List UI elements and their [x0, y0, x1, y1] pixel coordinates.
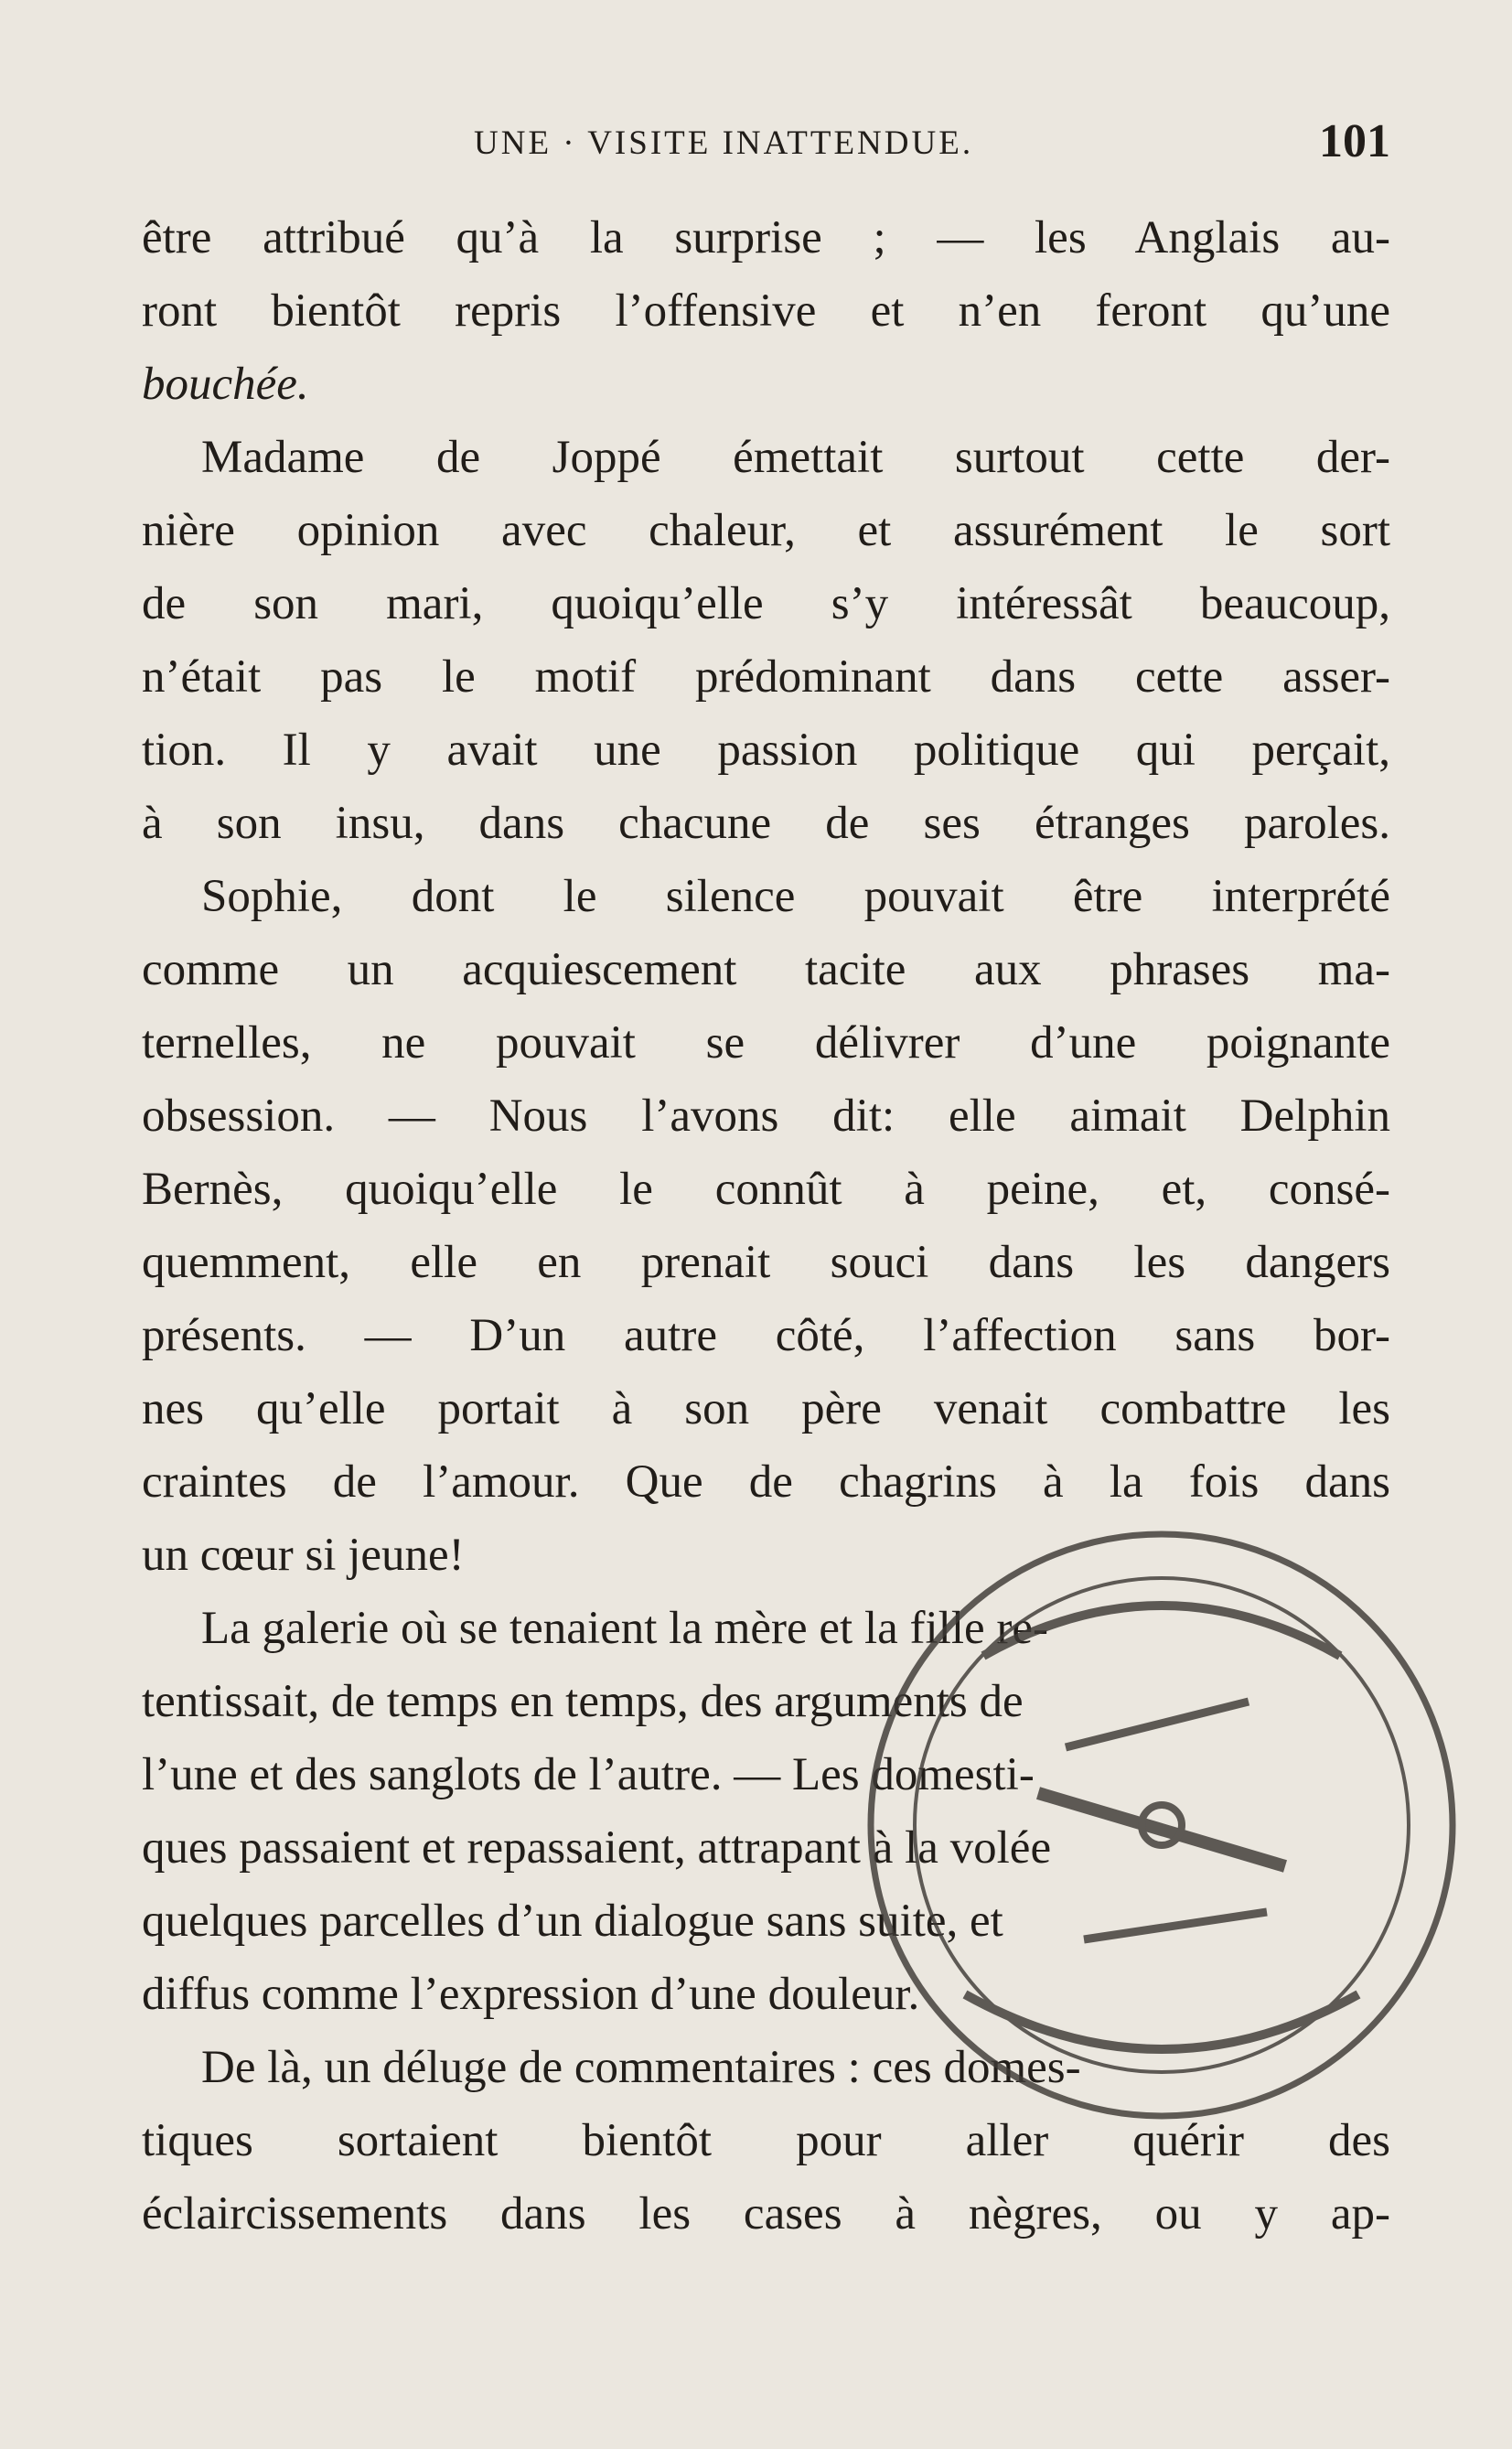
text-line: comme un acquiescement tacite aux phrases ma-	[142, 944, 1390, 995]
text-line: diffus comme l’expression d’une douleur.	[142, 1969, 920, 2020]
text-line: La galerie où se tenaient la mère et la fille re-	[201, 1603, 1048, 1654]
text-line: tiques sortaient bientôt pour aller quérir des	[142, 2115, 1390, 2166]
text-line: quelques parcelles d’un dialogue sans suite, et	[142, 1896, 1003, 1947]
text-line: bouchée.	[142, 359, 309, 410]
text-line: l’une et des sanglots de l’autre. — Les domesti-	[142, 1749, 1035, 1800]
text-line: obsession. — Nous l’avons dit: elle aimait Delphin	[142, 1090, 1390, 1142]
text-line: un cœur si jeune!	[142, 1530, 465, 1581]
text-line: de son mari, quoiqu’elle s’y intéressât beaucoup,	[142, 578, 1390, 629]
text-line: De là, un déluge de commentaires : ces domes-	[201, 2042, 1081, 2093]
page-number: 101	[1319, 115, 1390, 167]
text-line: tentissait, de temps en temps, des arguments de	[142, 1676, 1024, 1727]
text-line: craintes de l’amour. Que de chagrins à la fois dans	[142, 1456, 1390, 1508]
text-line: Sophie, dont le silence pouvait être interprété	[201, 871, 1390, 922]
text-line: nière opinion avec chaleur, et assurément le sort	[142, 505, 1390, 556]
library-stamp	[855, 1519, 1468, 2132]
text-line: Madame de Joppé émettait surtout cette der-	[201, 432, 1390, 483]
text-line: tion. Il y avait une passion politique qui perçait,	[142, 725, 1390, 776]
text-line: ront bientôt repris l’offensive et n’en feront qu’une	[142, 285, 1390, 337]
text-line: ques passaient et repassaient, attrapant à la volée	[142, 1822, 1052, 1874]
running-head	[137, 114, 1390, 169]
stamp-slash-mark	[1066, 1702, 1249, 1747]
text-line: nes qu’elle portait à son père venait combattre les	[142, 1383, 1390, 1434]
text-line: être attribué qu’à la surprise ; — les Anglais au-	[142, 212, 1390, 263]
stamp-slash-mark	[1084, 1912, 1267, 1939]
text-line: ternelles, ne pouvait se délivrer d’une poignante	[142, 1017, 1390, 1069]
text-line: quemment, elle en prenait souci dans les dangers	[142, 1237, 1390, 1288]
stamp-arc-mark	[965, 1994, 1358, 2049]
text-line: n’était pas le motif prédominant dans cette asser-	[142, 651, 1390, 703]
text-line: présents. — D’un autre côté, l’affection sans bor-	[142, 1310, 1390, 1361]
text-line: éclaircissements dans les cases à nègres, ou y ap-	[142, 2188, 1390, 2240]
text-line: à son insu, dans chacune de ses étranges paroles.	[142, 798, 1390, 849]
text-line: Bernès, quoiqu’elle le connût à peine, et, consé-	[142, 1164, 1390, 1215]
running-title: UNE · VISITE INATTENDUE.	[474, 124, 974, 162]
